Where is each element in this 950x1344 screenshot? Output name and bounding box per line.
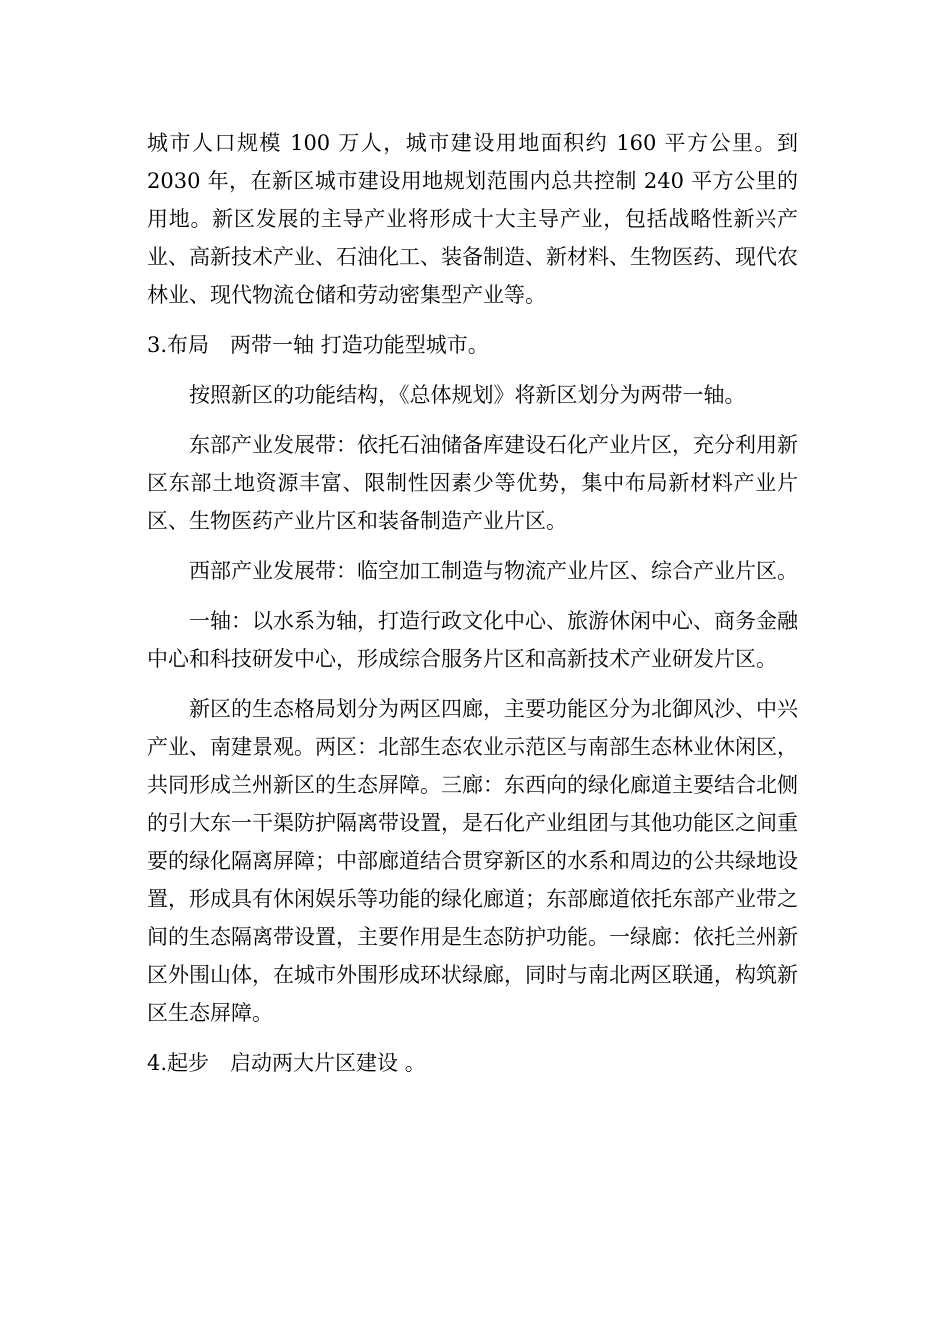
paragraph-central-axis: 一轴：以水系为轴，打造行政文化中心、旅游休闲中心、商务金融中心和科技研发中心，形成综合服务片区和高新技术产业研发片区。	[147, 609, 798, 671]
paragraph-functional-structure: 按照新区的功能结构，《总体规划》将新区划分为两带一轴。	[189, 383, 746, 407]
paragraph-ecological-pattern: 新区的生态格局划分为两区四廊，主要功能区分为北御风沙、中兴产业、南建景观。两区：北部生态农业示范区与南部生态林业休闲区，共同形成兰州新区的生态屏障。三廊：东西向的绿化廊道主要结合北侧的引大东一干渠防护隔离带设置，是石化产业组团与其他功能区之间重要的绿化隔离屏障；中部廊道结合贯穿新区的水系和周边的公共绿地设置，形成具有休闲娱乐等功能的绿化廊道；东部廊道依托东部产业带之间的生态隔离带设置，主要作用是生态防护功能。一绿廊：依托兰州新区外围山体，在城市外围形成环状绿廊，同时与南北两区联通，构筑新区生态屏障。	[147, 697, 798, 1025]
paragraph-urban-scale: 城市人口规模 100 万人，城市建设用地面积约 160 平方公里。到 2030 年，在新区城市建设用地规划范围内总共控制 240 平方公里的用地。新区发展的主导产业将形成十大主导产业，包括战略性新兴产业、高新技术产业、石油化工、装备制造、新材料、生物医药、现代农林业、现代物流仓储和劳动密集型产业等。	[147, 131, 798, 307]
paragraph-east-industrial-belt: 东部产业发展带：依托石油储备库建设石化产业片区，充分利用新区东部土地资源丰富、限制性因素少等优势，集中布局新材料产业片区、生物医药产业片区和装备制造产业片区。	[147, 433, 798, 533]
paragraph-west-industrial-belt: 西部产业发展带：临空加工制造与物流产业片区、综合产业片区。	[189, 559, 798, 583]
section-heading-startup: 4.起步 启动两大片区建设 。	[147, 1051, 426, 1075]
section-heading-layout: 3.布局 两带一轴 打造功能型城市。	[147, 333, 489, 357]
